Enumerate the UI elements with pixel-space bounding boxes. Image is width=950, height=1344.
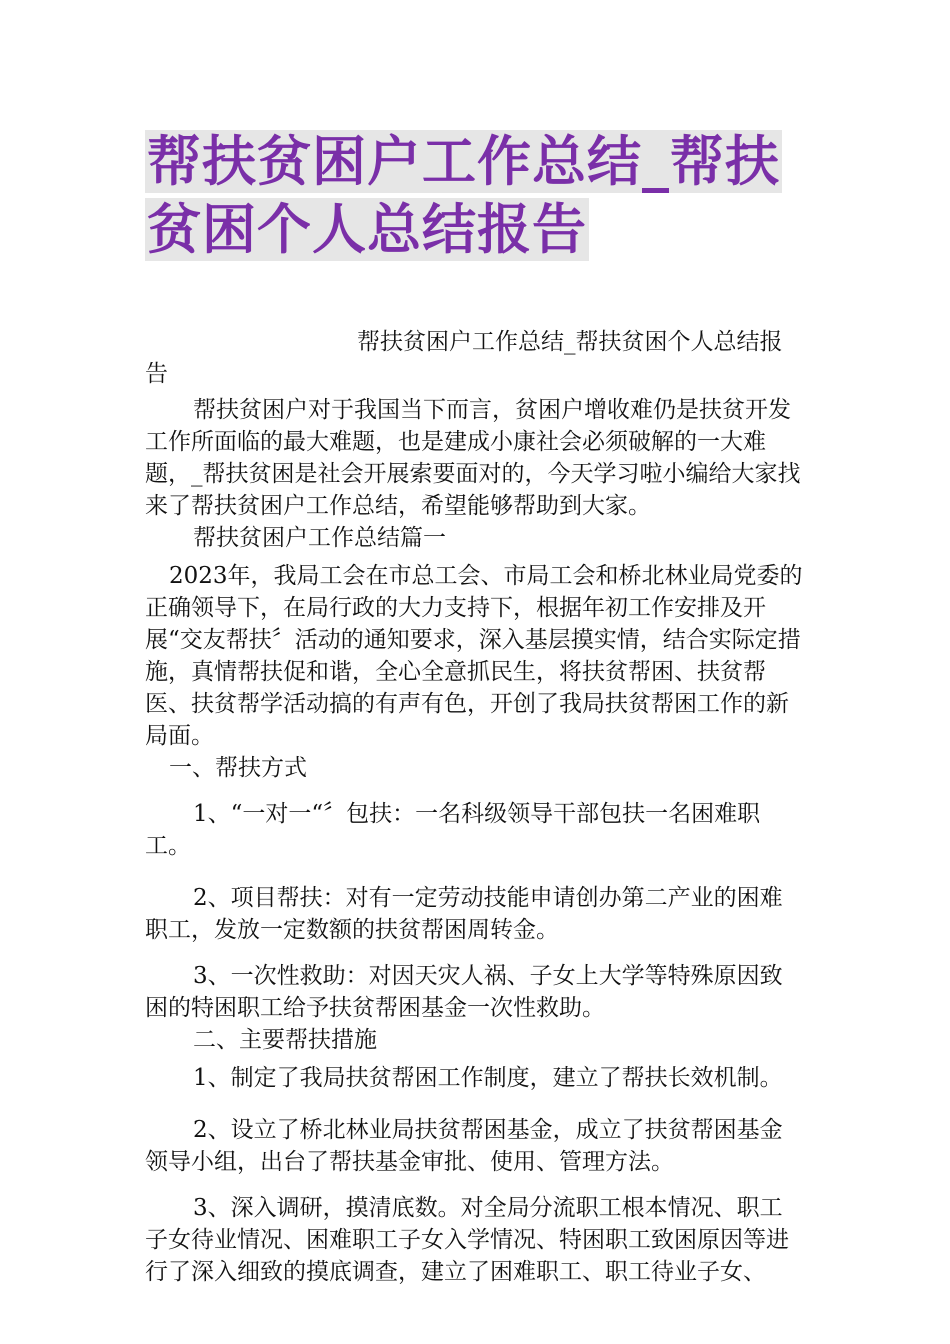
intro-paragraph: 帮扶贫困户对于我国当下而言，贫困户增收难仍是扶贫开发工作所面临的最大难题，也是建成小康社会必须破解的一大难题，_帮扶贫困是社会开展索要面对的，今天学习啦小编给大家找来了帮扶贫困户工作总结，希望能够帮助到大家。 bbox=[145, 397, 801, 519]
list-item-method-3: 3、一次性救助：对因天灾人祸、子女上大学等特殊原因致困的特困职工给予扶贫帮困基金一次性救助。 bbox=[145, 963, 783, 1021]
document-body bbox=[145, 326, 805, 1288]
document-title bbox=[145, 128, 805, 264]
section-heading-methods: 一、帮扶方式 bbox=[169, 755, 307, 781]
title-text: 帮扶贫困户工作总结_帮扶贫困个人总结报告 bbox=[147, 130, 780, 261]
section-heading-measures: 二、主要帮扶措施 bbox=[193, 1027, 377, 1053]
body-paragraph: 2023年，我局工会在市总工会、市局工会和桥北林业局党委的正确领导下，在局行政的大力支持下，根据年初工作安排及开展“交友帮扶〞活动的通知要求，深入基层摸实情，结合实际定措施，真情帮扶促和谐，全心全意抓民生，将扶贫帮困、扶贫帮医、扶贫帮学活动搞的有声有色，开创了我局扶贫帮困工作的新局面。 bbox=[145, 563, 803, 749]
list-item-measure-2: 2、设立了桥北林业局扶贫帮困基金，成立了扶贫帮困基金领导小组，出台了帮扶基金审批、使用、管理方法。 bbox=[145, 1117, 783, 1175]
list-item-method-2: 2、项目帮扶：对有一定劳动技能申请创办第二产业的困难职工，发放一定数额的扶贫帮困周转金。 bbox=[145, 885, 783, 943]
document-page bbox=[145, 128, 805, 1288]
list-item-measure-3: 3、深入调研，摸清底数。对全局分流职工根本情况、职工子女待业情况、困难职工子女入学情况、特困职工致困原因等进行了深入细致的摸底调查，建立了困难职工、职工待业子女、 bbox=[145, 1195, 789, 1285]
section-heading-part-one: 帮扶贫困户工作总结篇一 bbox=[193, 525, 446, 551]
document-subtitle: 帮扶贫困户工作总结_帮扶贫困个人总结报告 bbox=[145, 329, 783, 387]
list-item-measure-1: 1、制定了我局扶贫帮困工作制度，建立了帮扶长效机制。 bbox=[193, 1065, 783, 1091]
list-item-method-1: 1、“一对一“〞包扶：一名科级领导干部包扶一名困难职工。 bbox=[145, 801, 761, 859]
